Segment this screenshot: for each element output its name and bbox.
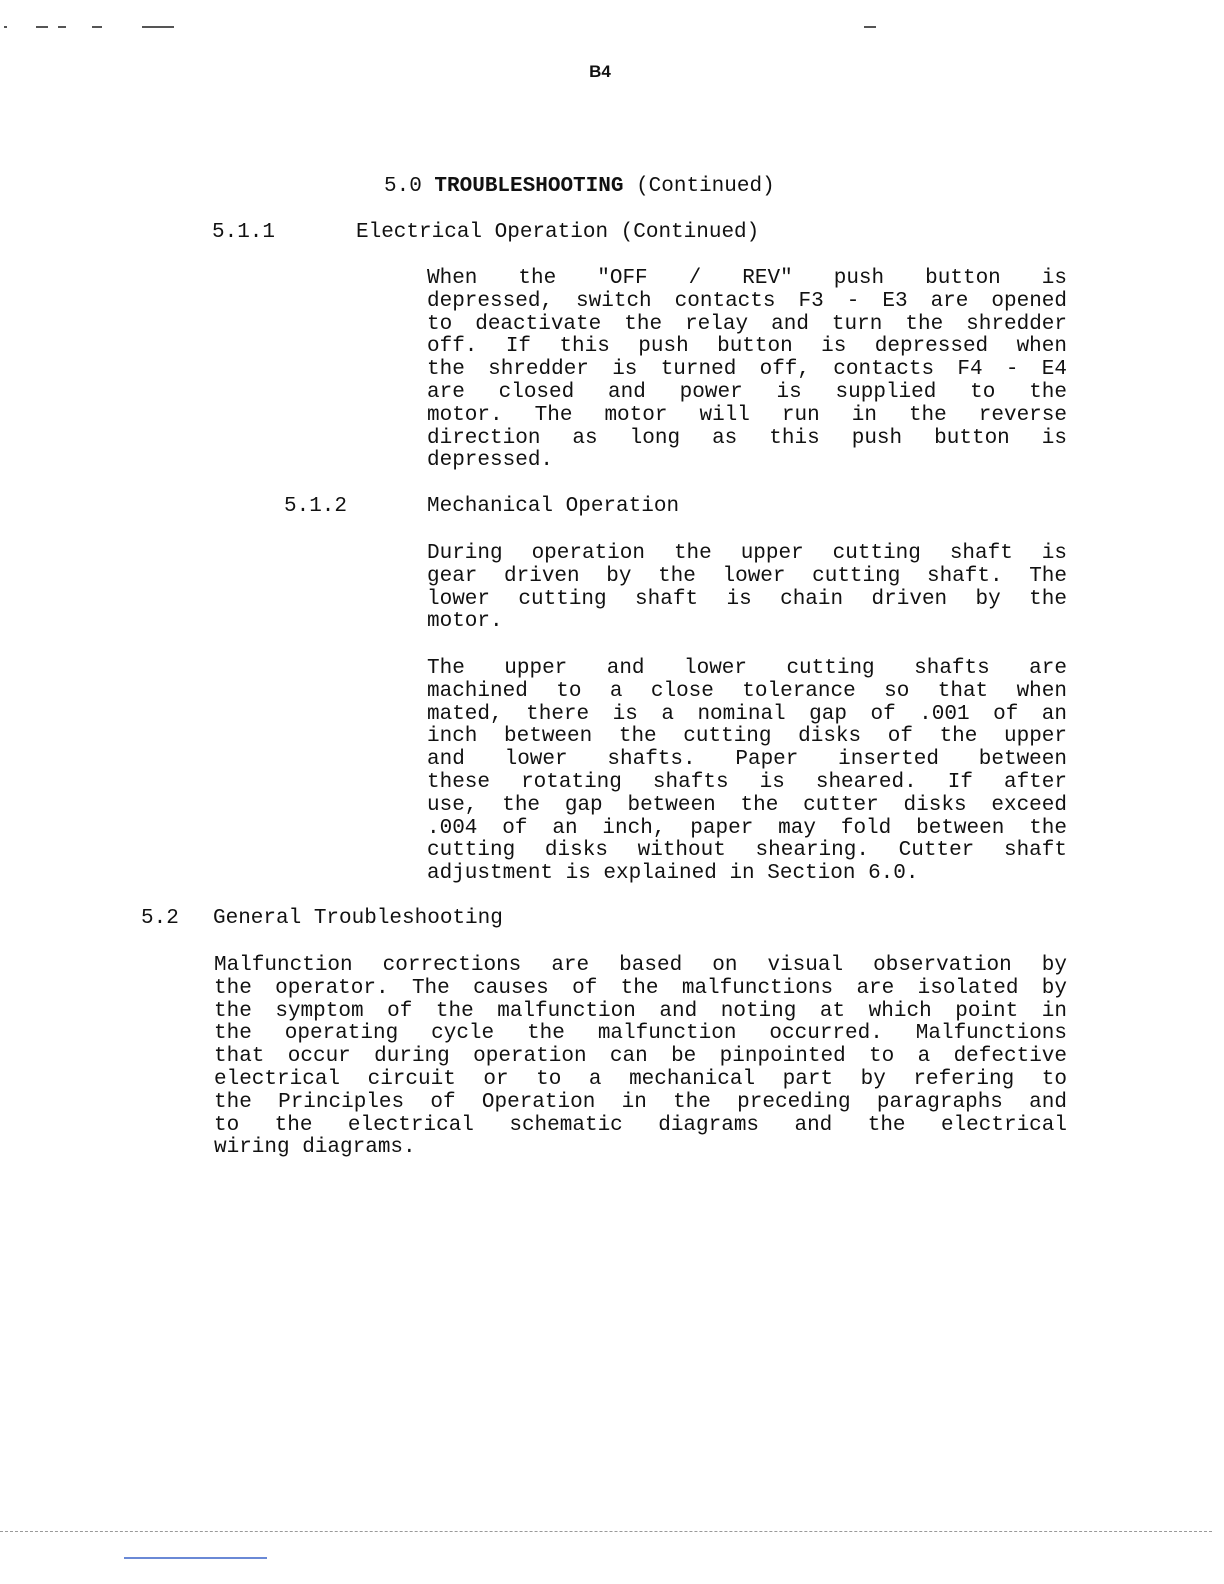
s512-paragraph-2 bbox=[427, 658, 1067, 886]
page-bottom-rule bbox=[0, 1531, 1212, 1532]
text-line: machined to a close tolerance so that when bbox=[427, 679, 1067, 703]
section-title-number: 5.0 bbox=[384, 175, 422, 198]
text-line: inch between the cutting disks of the upper bbox=[427, 725, 1067, 749]
page-label: B4 bbox=[589, 62, 611, 81]
text-line: these rotating shafts is sheared. If after bbox=[427, 770, 1067, 794]
section-title-suffix: (Continued) bbox=[636, 175, 775, 198]
text-line: depressed, switch contacts F3 - E3 are opened bbox=[427, 289, 1067, 313]
text-line: lower cutting shaft is chain driven by the bbox=[427, 587, 1067, 611]
text-line: the operating cycle the malfunction occurred. Malfunctions bbox=[214, 1022, 1067, 1046]
text-line: motor. The motor will run in the reverse bbox=[427, 403, 1067, 427]
text-line: direction as long as this push button is bbox=[427, 426, 1067, 450]
text-line: .004 of an inch, paper may fold between the bbox=[427, 816, 1067, 840]
text-line: to the electrical schematic diagrams and the electrical bbox=[214, 1113, 1067, 1137]
text-line: use, the gap between the cutter disks exceed bbox=[427, 793, 1067, 817]
s52-number: 5.2 bbox=[141, 907, 179, 930]
blue-underline-mark bbox=[124, 1557, 267, 1559]
s512-heading: Mechanical Operation bbox=[427, 495, 680, 518]
text-line: the operator. The causes of the malfunctions are isolated by bbox=[214, 976, 1067, 1000]
text-line: When the "OFF / REV" push button is bbox=[427, 267, 1067, 290]
text-line: motor. bbox=[427, 610, 503, 634]
text-line: wiring diagrams. bbox=[214, 1136, 416, 1160]
scan-marks bbox=[0, 26, 1224, 28]
s52-paragraph bbox=[214, 955, 1067, 1160]
s511-paragraph bbox=[427, 268, 1067, 473]
section-title bbox=[384, 176, 775, 199]
text-line: and lower shafts. Paper inserted between bbox=[427, 748, 1067, 772]
text-line: are closed and power is supplied to the bbox=[427, 380, 1067, 404]
text-line: mated, there is a nominal gap of .001 of an bbox=[427, 702, 1067, 726]
text-line: the shredder is turned off, contacts F4 - E4 bbox=[427, 358, 1067, 382]
text-line: the Principles of Operation in the preceding paragraphs and bbox=[214, 1090, 1067, 1114]
text-line: During operation the upper cutting shaft is bbox=[427, 542, 1067, 565]
text-line: depressed. bbox=[427, 449, 554, 473]
text-line: the symptom of the malfunction and noting at which point in bbox=[214, 999, 1067, 1023]
text-line: off. If this push button is depressed when bbox=[427, 335, 1067, 359]
s512-number: 5.1.2 bbox=[284, 495, 348, 518]
text-line: The upper and lower cutting shafts are bbox=[427, 657, 1067, 680]
s511-heading: Electrical Operation (Continued) bbox=[356, 221, 760, 244]
text-line: to deactivate the relay and turn the shredder bbox=[427, 312, 1067, 336]
s511-number: 5.1.1 bbox=[212, 221, 276, 244]
s512-paragraph-1 bbox=[427, 543, 1067, 634]
section-title-text: TROUBLESHOOTING bbox=[434, 175, 624, 198]
s52-heading: General Troubleshooting bbox=[213, 907, 503, 930]
text-line: gear driven by the lower cutting shaft. The bbox=[427, 564, 1067, 588]
text-line: adjustment is explained in Section 6.0. bbox=[427, 862, 919, 886]
text-line: that occur during operation can be pinpointed to a defective bbox=[214, 1045, 1067, 1069]
text-line: Malfunction corrections are based on visual observation by bbox=[214, 954, 1067, 977]
text-line: cutting disks without shearing. Cutter shaft bbox=[427, 839, 1067, 863]
text-line: electrical circuit or to a mechanical part by refering to bbox=[214, 1067, 1067, 1091]
